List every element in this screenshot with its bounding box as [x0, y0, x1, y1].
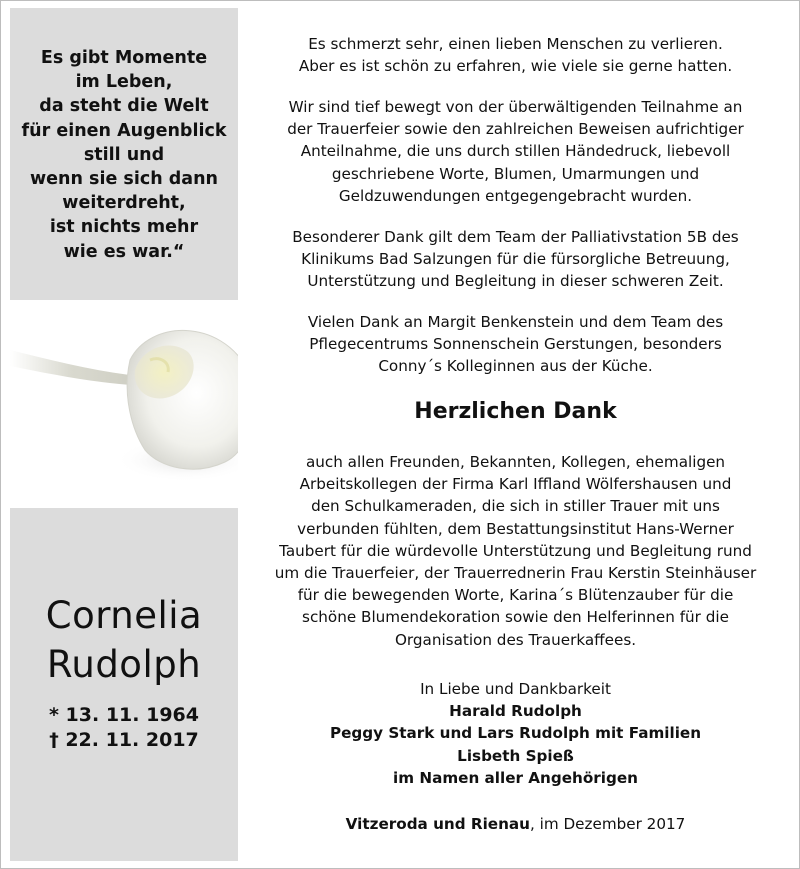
- quote-line: für einen Augenblick: [21, 120, 227, 141]
- place-date-line: [243, 813, 788, 835]
- death-date: † 22. 11. 2017: [49, 729, 199, 751]
- quote-line: wenn sie sich dann: [29, 169, 218, 190]
- birth-date: * 13. 11. 1964: [49, 704, 199, 726]
- text-line: für die bewegenden Worte, Karina´s Blütenzauber für die: [297, 586, 734, 605]
- text-line: auch allen Freunden, Bekannten, Kollegen, ehemaligen: [305, 453, 726, 471]
- text-line: Aber es ist schön zu erfahren, wie viele sie gerne hatten.: [298, 57, 733, 76]
- text-line: geschriebene Worte, Blumen, Umarmungen und: [331, 164, 700, 183]
- paragraph-palliative: [243, 226, 788, 293]
- signature-name: Harald Rudolph: [449, 702, 582, 721]
- first-name: Cornelia: [45, 594, 203, 637]
- calla-lily-flower-image: [10, 300, 238, 507]
- signature-name: Lisbeth Spieß: [457, 746, 574, 765]
- quote-box: [10, 8, 238, 300]
- paragraph-intro: [243, 33, 788, 77]
- signature-block: [243, 678, 788, 789]
- paragraph-care-home: [243, 311, 788, 378]
- text-line: Besonderer Dank gilt dem Team der Palliativstation 5B des: [292, 228, 739, 246]
- text-line: um die Trauerfeier, der Trauerrednerin Frau Kerstin Steinhäuser: [274, 564, 757, 583]
- heading-herzlichen-dank: Herzlichen Dank: [414, 399, 617, 424]
- left-column: [10, 8, 238, 861]
- quote-text: [10, 46, 238, 264]
- quote-line: da steht die Welt: [39, 96, 209, 117]
- calla-lily-icon: [10, 300, 238, 507]
- signature-date: , im Dezember 2017: [529, 815, 686, 833]
- text-line: Wir sind tief bewegt von der überwältigenden Teilnahme an: [288, 98, 743, 116]
- text-line: verbunden fühlten, dem Bestattungsinstitut Hans-Werner: [297, 519, 734, 538]
- signature-name: Peggy Stark und Lars Rudolph mit Familien: [329, 724, 702, 743]
- paragraph-participation: [243, 96, 788, 207]
- text-line: schöne Blumendekoration sowie den Helferinnen für die: [302, 608, 729, 627]
- text-line: Arbeitskollegen der Firma Karl Iffland Wölfershausen und: [299, 475, 732, 494]
- signature-name: im Namen aller Angehörigen: [393, 768, 638, 787]
- text-line: Conny´s Kolleginnen aus der Küche.: [378, 357, 653, 376]
- quote-line: wie es war.“: [63, 241, 185, 262]
- paragraph-thanks: [243, 451, 788, 651]
- text-line: der Trauerfeier sowie den zahlreichen Beweisen aufrichtiger: [287, 120, 744, 139]
- quote-line: still und: [83, 144, 165, 165]
- text-line: Unterstützung und Begleitung in dieser schweren Zeit.: [307, 272, 724, 291]
- quote-line: im Leben,: [75, 72, 173, 93]
- text-line: Pflegecentrums Sonnenschein Gerstungen, besonders: [309, 335, 722, 354]
- signature-place: Vitzeroda und Rienau: [345, 815, 530, 833]
- text-line: Taubert für die würdevolle Unterstützung und Begleitung rund: [279, 541, 752, 560]
- text-line: Anteilnahme, die uns durch stillen Händedruck, liebevoll: [300, 142, 731, 161]
- text-line: Vielen Dank an Margit Benkenstein und dem Team des: [307, 313, 724, 331]
- quote-line: weiterdreht,: [62, 193, 186, 214]
- text-line: Es schmerzt sehr, einen lieben Menschen zu verlieren.: [308, 35, 723, 53]
- last-name: Rudolph: [46, 643, 202, 686]
- quote-line: Es gibt Momente: [40, 48, 208, 68]
- signature-intro: In Liebe und Dankbarkeit: [420, 680, 611, 698]
- text-line: den Schulkameraden, die sich in stiller Trauer mit uns: [311, 497, 720, 516]
- text-line: Organisation des Trauerkaffees.: [394, 630, 637, 649]
- text-line: Klinikums Bad Salzungen für die fürsorgliche Betreuung,: [301, 250, 730, 269]
- text-line: Geldzuwendungen entgegengebracht wurden.: [338, 186, 693, 205]
- name-box: [10, 508, 238, 861]
- quote-line: ist nichts mehr: [49, 217, 199, 238]
